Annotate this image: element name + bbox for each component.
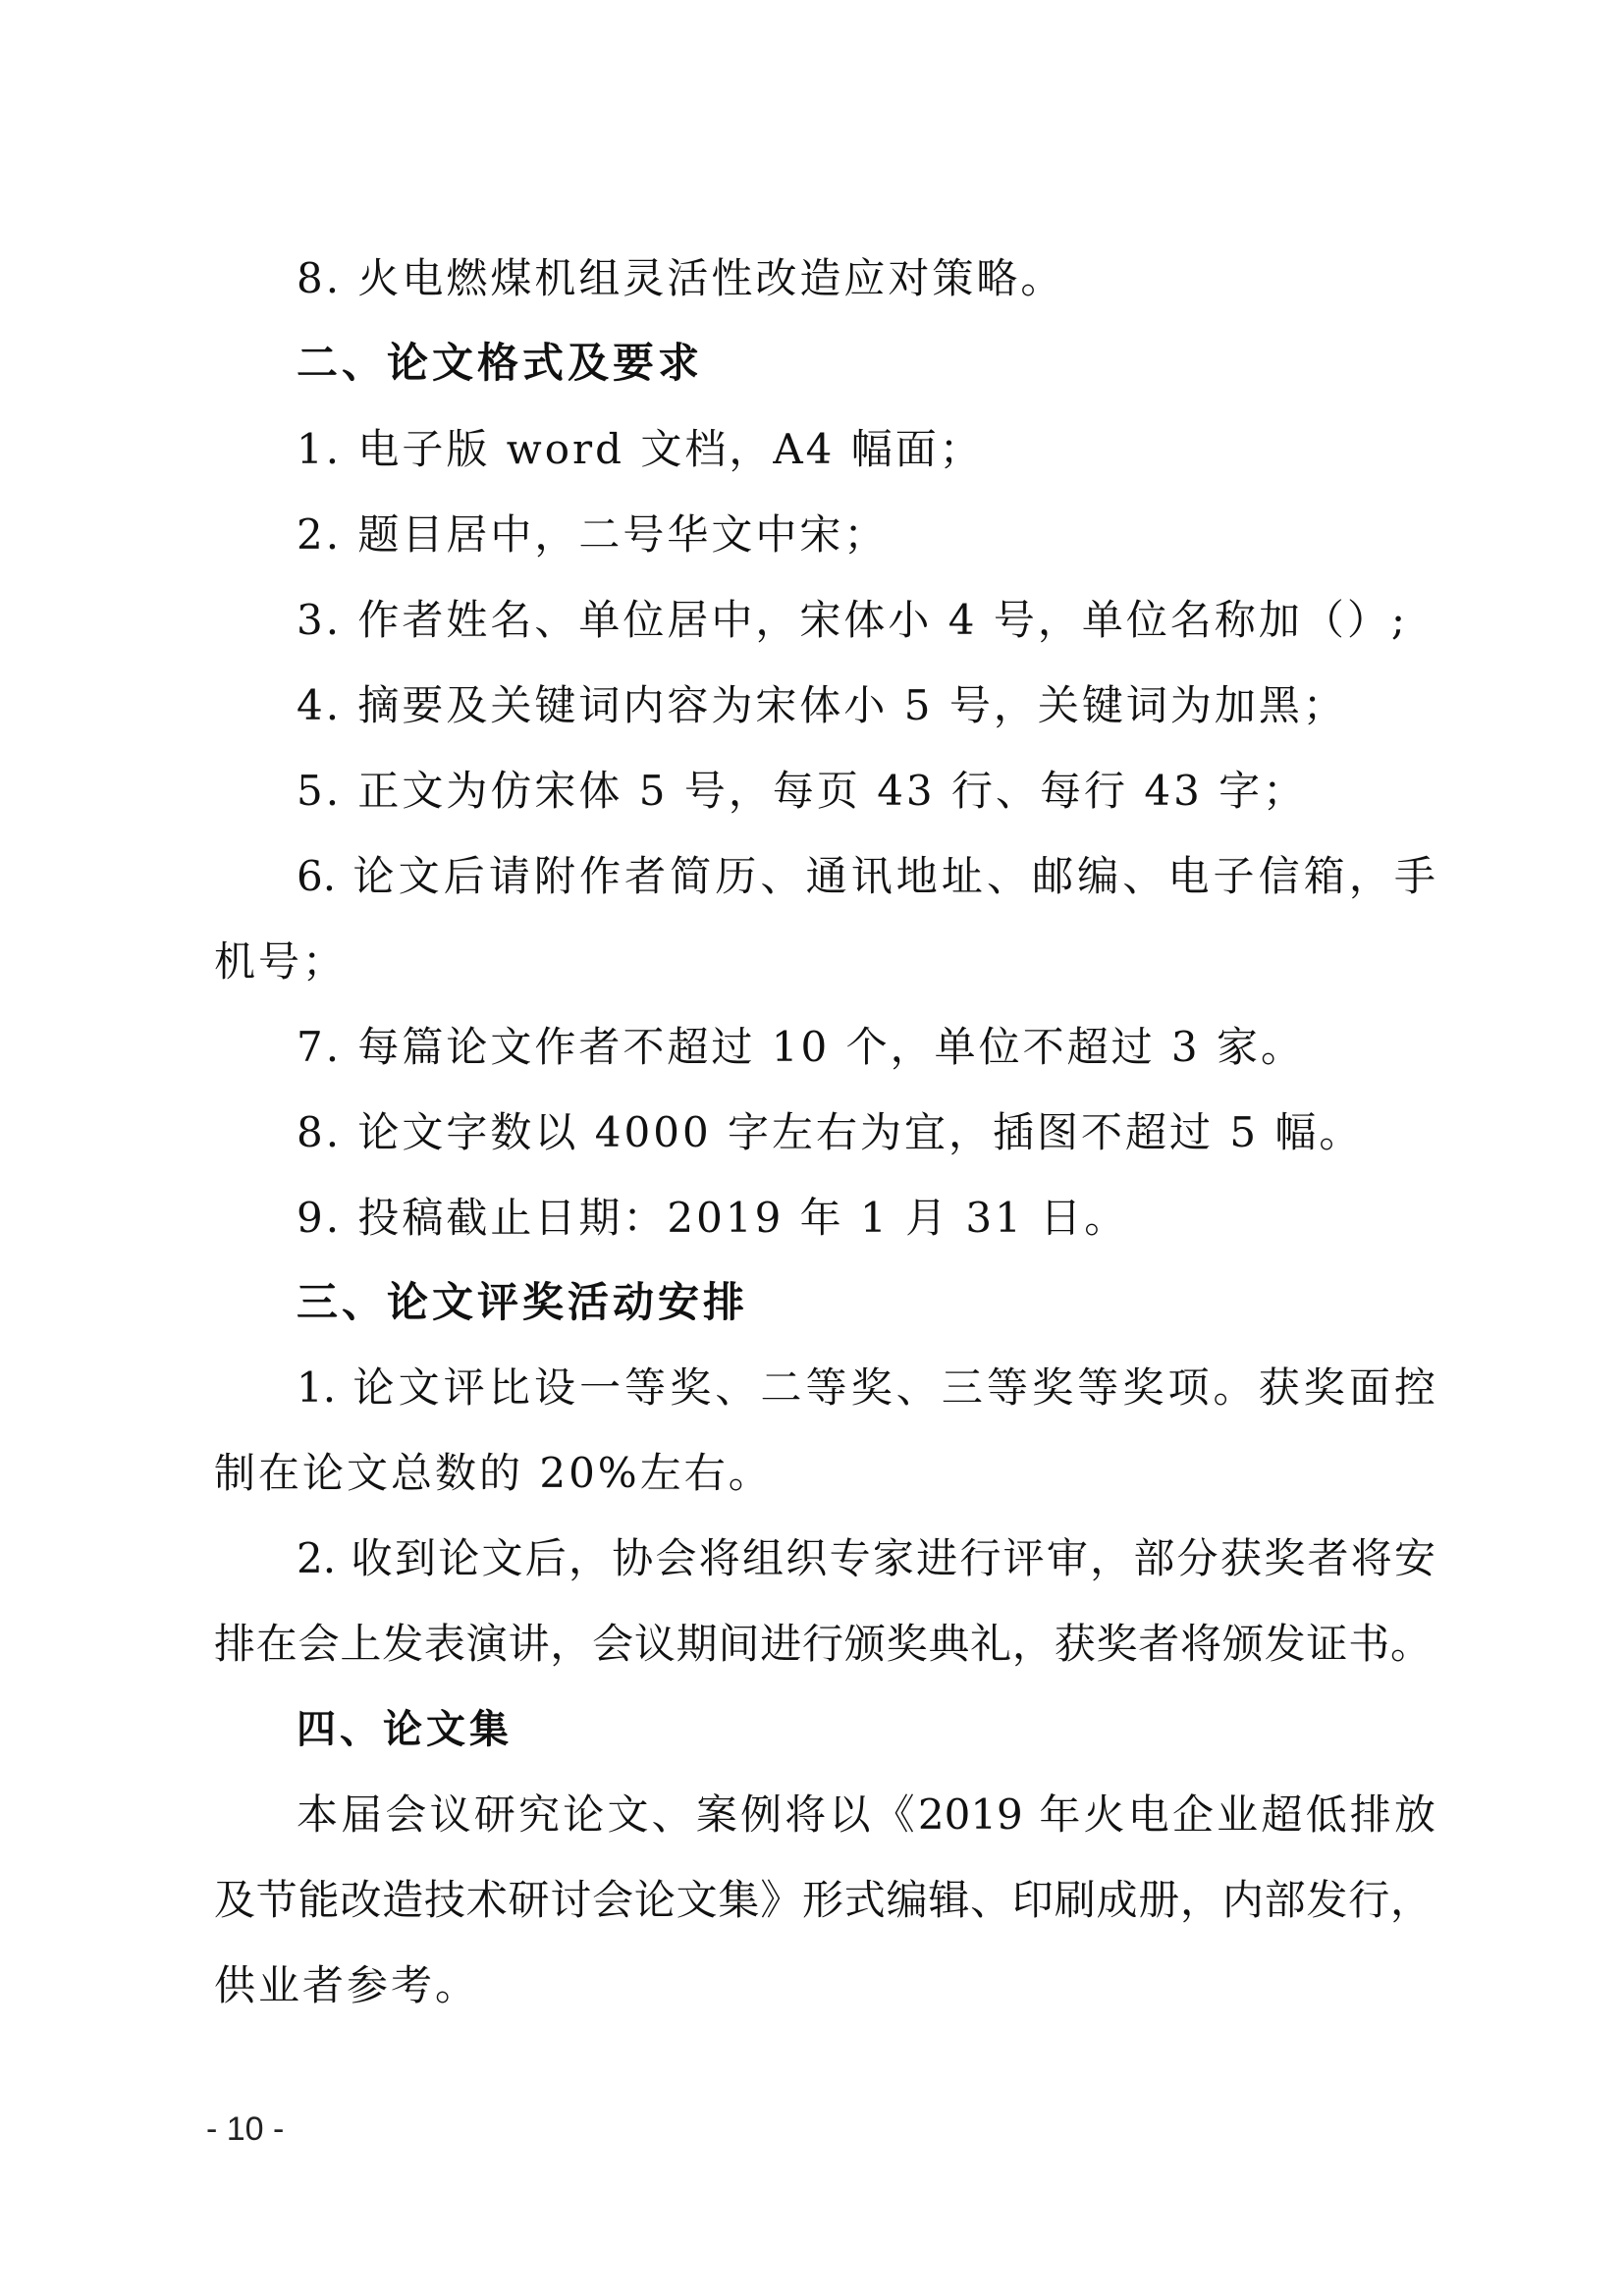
format-item-2: 2. 题目居中，二号华文中宋； — [297, 510, 889, 559]
format-item-5: 5. 正文为仿宋体 5 号，每页 43 行、每行 43 字； — [297, 767, 1308, 815]
format-item-4: 4. 摘要及关键词内容为宋体小 5 号，关键词为加黑； — [297, 681, 1347, 729]
item-8-flexibility: 8. 火电燃煤机组灵活性改造应对策略。 — [297, 254, 1065, 302]
proceedings-line-2: 及节能改造技术研讨会论文集》形式编辑、印刷成册，内部发行， — [214, 1876, 1432, 1924]
section-heading-2: 二、论文格式及要求 — [297, 339, 704, 387]
proceedings-line-3: 供业者参考。 — [214, 1961, 480, 2009]
award-item-2-line-2: 排在会上发表演讲，会议期间进行颁奖典礼，获奖者将颁发证书。 — [214, 1620, 1432, 1668]
award-item-1-line-1: 1. 论文评比设一等奖、二等奖、三等奖等奖项。获奖面控 — [297, 1363, 1435, 1412]
proceedings-line-1: 本届会议研究论文、案例将以《2019 年火电企业超低排放 — [297, 1790, 1435, 1839]
section-heading-4: 四、论文集 — [297, 1707, 513, 1752]
format-item-1: 1. 电子版 word 文档，A4 幅面； — [297, 425, 984, 473]
format-item-6-line-2: 机号； — [214, 937, 348, 986]
section-heading-3: 三、论文评奖活动安排 — [297, 1278, 749, 1326]
award-item-2-line-1: 2. 收到论文后，协会将组织专家进行评审，部分获奖者将安 — [297, 1534, 1435, 1582]
format-item-9: 9. 投稿截止日期：2019 年 1 月 31 日。 — [297, 1194, 1129, 1242]
format-item-7: 7. 每篇论文作者不超过 10 个，单位不超过 3 家。 — [297, 1023, 1305, 1071]
format-item-3: 3. 作者姓名、单位居中，宋体小 4 号，单位名称加（）; — [297, 596, 1408, 644]
award-item-1-line-2: 制在论文总数的 20%左右。 — [214, 1449, 773, 1497]
format-item-6-line-1: 6. 论文后请附作者简历、通讯地址、邮编、电子信箱，手 — [297, 852, 1435, 900]
page-number: - 10 - — [206, 2110, 285, 2148]
format-item-8: 8. 论文字数以 4000 字左右为宜，插图不超过 5 幅。 — [297, 1108, 1364, 1156]
